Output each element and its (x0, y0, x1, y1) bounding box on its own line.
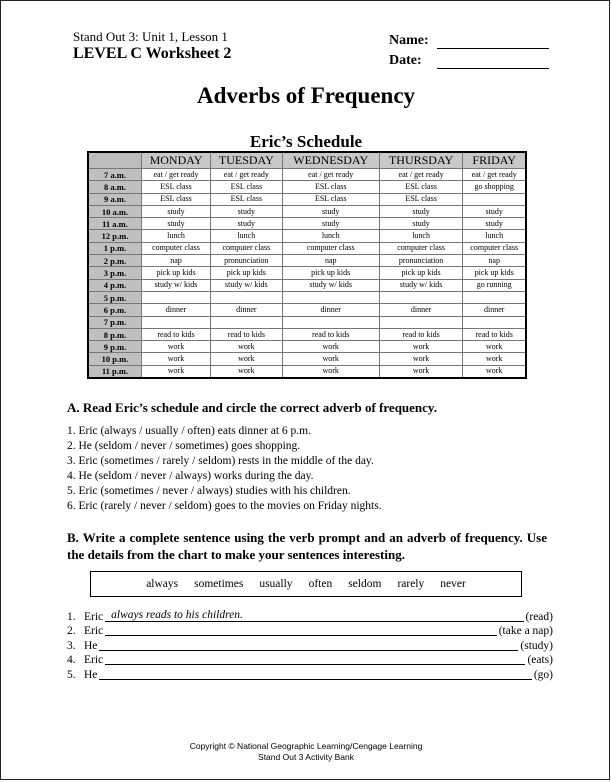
schedule-table (87, 151, 527, 379)
time-cell: 7 a.m. (88, 169, 142, 181)
schedule-cell: computer class (142, 242, 211, 254)
table-row (88, 169, 526, 181)
schedule-cell: read to kids (463, 328, 526, 340)
schedule-cell: computer class (282, 242, 379, 254)
list-item[interactable]: 4. He (seldom / never / always) works during the day. (67, 470, 314, 482)
date-row (389, 49, 549, 69)
schedule-cell: pick up kids (282, 267, 379, 279)
copyright-text: Copyright © National Geographic Learning/Cengage Learning (189, 741, 423, 751)
schedule-cell: dinner (211, 304, 283, 316)
time-cell: 7 p.m. (88, 316, 142, 328)
schedule-cell (142, 291, 211, 303)
list-item[interactable]: 6. Eric (rarely / never / seldom) goes to the movies on Friday nights. (67, 500, 382, 512)
schedule-cell: work (282, 341, 379, 353)
book-reference: Stand Out 3: Unit 1, Lesson 1 (73, 29, 228, 44)
schedule-cell: lunch (463, 230, 526, 242)
date-field[interactable] (437, 54, 549, 69)
column-header: WEDNESDAY (282, 152, 379, 169)
schedule-cell: eat / get ready (282, 169, 379, 181)
schedule-cell: ESL class (379, 181, 463, 193)
column-header: TUESDAY (211, 152, 283, 169)
time-cell: 11 a.m. (88, 218, 142, 230)
page-title: Adverbs of Frequency (196, 83, 416, 108)
section-b-list (67, 608, 553, 681)
schedule-cell: read to kids (211, 328, 283, 340)
schedule-cell: work (379, 353, 463, 365)
name-row (389, 29, 549, 49)
schedule-cell: study (211, 218, 283, 230)
sentence-subject: Eric (84, 654, 104, 666)
table-row (88, 291, 526, 303)
schedule-cell: study w/ kids (379, 279, 463, 291)
answer-line[interactable] (99, 667, 531, 680)
sentence-row (67, 637, 553, 652)
schedule-cell: work (379, 341, 463, 353)
sentence-subject: He (84, 639, 98, 652)
table-row (88, 365, 526, 378)
item-number: 1. (67, 610, 76, 623)
source-text: Stand Out 3 Activity Bank (258, 752, 354, 762)
column-header: FRIDAY (463, 152, 526, 169)
schedule-cell: study (142, 218, 211, 230)
time-cell: 3 p.m. (88, 267, 142, 279)
schedule-cell: eat / get ready (379, 169, 463, 181)
time-cell: 9 p.m. (88, 341, 142, 353)
schedule-header-row (88, 152, 526, 169)
verb-prompt: (go) (533, 668, 553, 681)
list-item[interactable]: 3. Eric (sometimes / rarely / seldom) rests in the middle of the day. (67, 455, 374, 467)
schedule-cell: work (282, 365, 379, 378)
schedule-cell: work (142, 365, 211, 378)
name-label: Name: (389, 33, 429, 48)
schedule-cell: pronunciation (379, 255, 463, 267)
schedule-cell (282, 291, 379, 303)
word-bank-item: never (440, 578, 466, 590)
schedule-cell: read to kids (379, 328, 463, 340)
sentence-row (67, 666, 553, 681)
schedule-cell: go running (463, 279, 526, 291)
section-a-list (67, 424, 382, 514)
schedule-cell: read to kids (142, 328, 211, 340)
time-cell: 8 a.m. (88, 181, 142, 193)
schedule-cell: read to kids (282, 328, 379, 340)
answer-line[interactable] (105, 623, 497, 636)
example-answer: always reads to his children. (111, 608, 243, 621)
schedule-cell: ESL class (282, 193, 379, 205)
table-row (88, 205, 526, 217)
schedule-cell: study w/ kids (211, 279, 283, 291)
schedule-cell: pick up kids (463, 267, 526, 279)
table-row (88, 267, 526, 279)
schedule-cell (463, 316, 526, 328)
schedule-cell: study (282, 205, 379, 217)
schedule-cell: nap (463, 255, 526, 267)
schedule-cell (282, 316, 379, 328)
time-cell: 4 p.m. (88, 279, 142, 291)
time-cell: 2 p.m. (88, 255, 142, 267)
time-cell: 10 a.m. (88, 205, 142, 217)
time-cell: 1 p.m. (88, 242, 142, 254)
section-a-heading: A. Read Eric’s schedule and circle the correct adverb of frequency. (67, 400, 437, 415)
time-cell: 10 p.m. (88, 353, 142, 365)
schedule-cell: pick up kids (379, 267, 463, 279)
schedule-cell: ESL class (211, 193, 283, 205)
schedule-cell (211, 291, 283, 303)
section-b-heading: B. Write a complete sentence using the verb prompt and an adverb of frequency. Use the details from the chart to make your sentences interesting. (67, 530, 547, 562)
table-row (88, 328, 526, 340)
table-row (88, 341, 526, 353)
schedule-cell: work (463, 353, 526, 365)
schedule-title: Eric’s Schedule (249, 132, 363, 151)
worksheet-level: LEVEL C Worksheet 2 (73, 45, 232, 62)
answer-line[interactable] (105, 609, 523, 622)
time-cell: 6 p.m. (88, 304, 142, 316)
schedule-cell: computer class (463, 242, 526, 254)
schedule-cell: study (211, 205, 283, 217)
schedule-cell: ESL class (142, 193, 211, 205)
date-label: Date: (389, 53, 422, 68)
verb-prompt: (take a nap) (498, 625, 553, 637)
schedule-cell: dinner (379, 304, 463, 316)
schedule-cell: study w/ kids (282, 279, 379, 291)
header-right (389, 29, 549, 69)
corner-cell (88, 152, 142, 169)
table-row (88, 193, 526, 205)
schedule-cell: ESL class (379, 193, 463, 205)
schedule-cell: pronunciation (211, 255, 283, 267)
schedule-cell: computer class (211, 242, 283, 254)
schedule-cell: eat / get ready (211, 169, 283, 181)
schedule-cell: study (379, 218, 463, 230)
word-bank-item: seldom (348, 578, 382, 590)
schedule-cell: work (282, 353, 379, 365)
schedule-cell: eat / get ready (142, 169, 211, 181)
answer-line[interactable] (105, 652, 525, 665)
schedule-cell: study (142, 205, 211, 217)
schedule-cell: pick up kids (142, 267, 211, 279)
time-cell: 9 a.m. (88, 193, 142, 205)
schedule-cell: ESL class (211, 181, 283, 193)
table-row (88, 181, 526, 193)
schedule-cell (379, 291, 463, 303)
sentence-row (67, 652, 553, 667)
schedule-cell: work (463, 341, 526, 353)
column-header: THURSDAY (379, 152, 463, 169)
schedule-cell: computer class (379, 242, 463, 254)
list-item[interactable]: 2. He (seldom / never / sometimes) goes shopping. (67, 440, 301, 452)
schedule-cell: study (379, 205, 463, 217)
schedule-cell (463, 193, 526, 205)
schedule-cell: lunch (211, 230, 283, 242)
schedule-cell: lunch (142, 230, 211, 242)
schedule-cell (142, 316, 211, 328)
schedule-cell (379, 316, 463, 328)
schedule-cell: work (142, 341, 211, 353)
schedule-cell: dinner (282, 304, 379, 316)
table-row (88, 255, 526, 267)
schedule-cell: study (282, 218, 379, 230)
schedule-cell: lunch (379, 230, 463, 242)
word-bank-item: rarely (397, 578, 425, 590)
sentence-subject: Eric (84, 625, 104, 637)
sentence-subject: Eric (84, 610, 104, 623)
verb-prompt: (eats) (527, 654, 553, 666)
schedule-cell: work (142, 353, 211, 365)
schedule-cell: work (211, 365, 283, 378)
schedule-cell: nap (142, 255, 211, 267)
item-number: 2. (67, 625, 76, 637)
sentence-row (67, 608, 553, 623)
time-cell: 8 p.m. (88, 328, 142, 340)
schedule-cell (211, 316, 283, 328)
time-cell: 12 p.m. (88, 230, 142, 242)
schedule-cell: go shopping (463, 181, 526, 193)
sentence-row (67, 623, 553, 638)
table-row (88, 316, 526, 328)
schedule-cell: work (379, 365, 463, 378)
schedule-cell: ESL class (142, 181, 211, 193)
schedule-cell: eat / get ready (463, 169, 526, 181)
time-cell: 11 p.m. (88, 365, 142, 378)
schedule-cell: study (463, 205, 526, 217)
word-bank-item: usually (259, 578, 293, 590)
item-number: 3. (67, 639, 76, 652)
answer-line[interactable] (99, 638, 518, 651)
schedule-cell: study (463, 218, 526, 230)
schedule-cell: lunch (282, 230, 379, 242)
schedule-cell: work (463, 365, 526, 378)
schedule-cell: nap (282, 255, 379, 267)
table-row (88, 304, 526, 316)
schedule-cell: dinner (142, 304, 211, 316)
verb-prompt: (study) (520, 639, 553, 652)
footer (1, 741, 611, 763)
schedule-cell: work (211, 341, 283, 353)
column-header: MONDAY (142, 152, 211, 169)
word-bank-item: sometimes (194, 578, 244, 590)
schedule-cell: dinner (463, 304, 526, 316)
list-item[interactable]: 1. Eric (always / usually / often) eats dinner at 6 p.m. (67, 425, 311, 437)
schedule-cell: ESL class (282, 181, 379, 193)
schedule-cell: work (211, 353, 283, 365)
verb-prompt: (read) (525, 610, 553, 623)
sentence-subject: He (84, 668, 98, 681)
header-left (73, 29, 231, 64)
list-item[interactable]: 5. Eric (sometimes / never / always) studies with his children. (67, 485, 351, 497)
table-row (88, 353, 526, 365)
table-row (88, 279, 526, 291)
time-cell: 5 p.m. (88, 291, 142, 303)
schedule-cell (463, 291, 526, 303)
name-field[interactable] (437, 34, 549, 49)
table-row (88, 242, 526, 254)
item-number: 4. (67, 654, 76, 666)
word-bank (90, 571, 522, 597)
word-bank-item: always (146, 578, 179, 590)
item-number: 5. (67, 668, 76, 681)
table-row (88, 218, 526, 230)
word-bank-item: often (308, 578, 333, 590)
table-row (88, 230, 526, 242)
schedule-cell: study w/ kids (142, 279, 211, 291)
schedule-cell: pick up kids (211, 267, 283, 279)
